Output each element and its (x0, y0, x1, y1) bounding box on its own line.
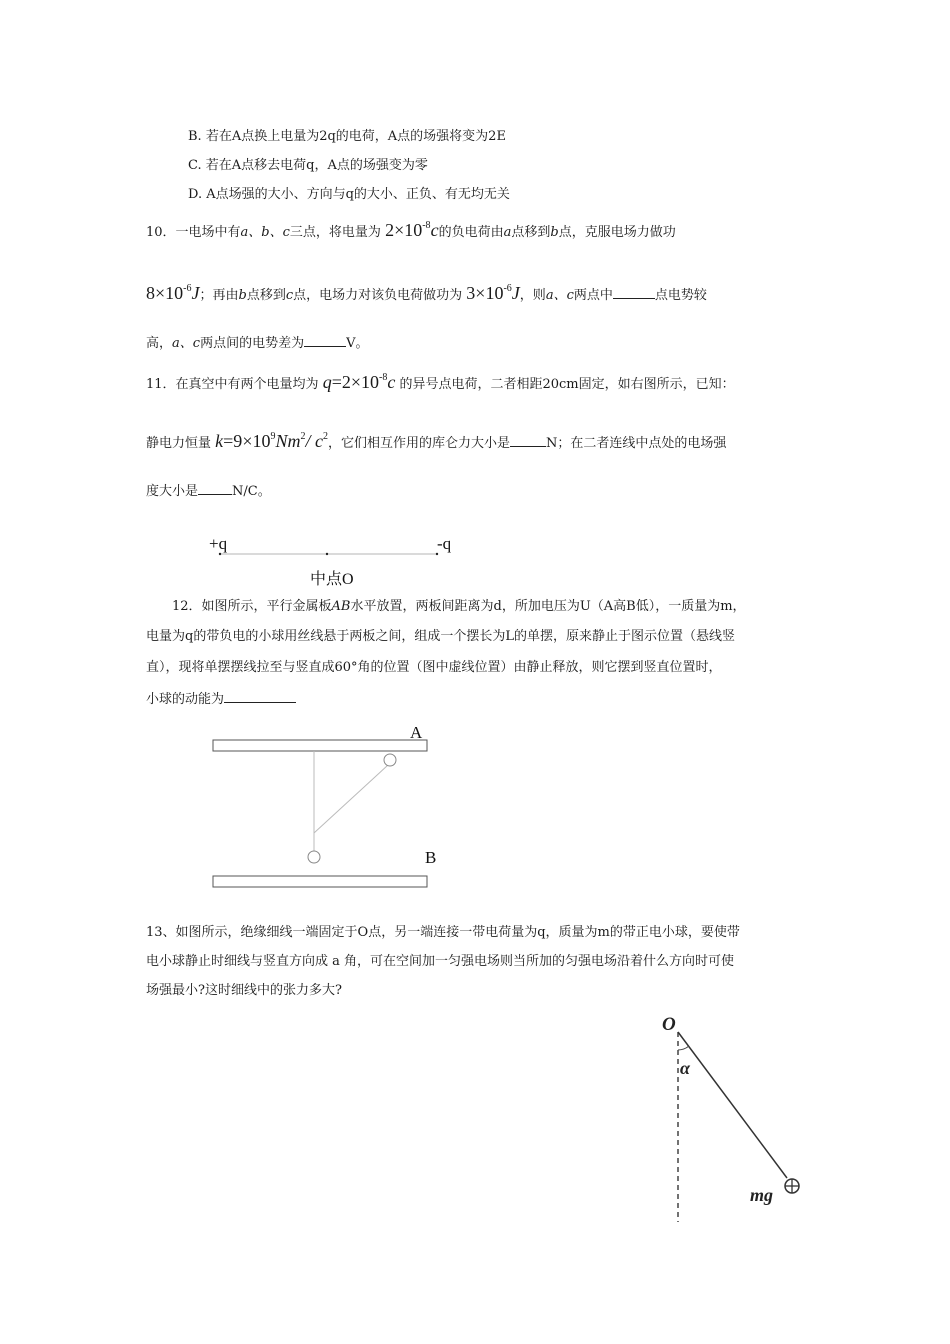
plus-charge-point (219, 553, 221, 555)
displaced-thread (314, 765, 388, 833)
q12-line-3: 直），现将单摆摆线拉至与竖直成60°角的位置（图中虚线位置）由静止释放，则它摆到竖直位置时， (146, 660, 722, 675)
q11-answer-blank-2[interactable] (198, 482, 232, 495)
angle-arc (678, 1046, 689, 1050)
q9-option-d: D. A点场强的大小、方向与q的大小、正负、有无均无关 (188, 187, 510, 202)
q9-option-c: C. 若在A点移去电荷q，A点的场强变为零 (188, 158, 428, 173)
plate-b (213, 876, 427, 887)
mg-label: mg (750, 1185, 774, 1205)
minus-charge-point (436, 553, 438, 555)
point-o-label: O (662, 1014, 676, 1035)
q12-line-1: 12．如图所示，平行金属板AB水平放置，两板间距离为d，所加电压为U（A高B低），一质量为m， (172, 599, 746, 614)
q13-pendulum-figure (650, 1010, 820, 1225)
alpha-label: α (680, 1058, 690, 1078)
q10-line-3: 高，a、c两点间的电势差为 V。 (146, 336, 369, 351)
q11-line-3: 度大小是 N/C。 (146, 484, 271, 499)
plate-b-label: B (425, 848, 437, 867)
q10-work2-expr: $3\times 10^{-6}J$ (466, 283, 520, 303)
q13-line-2: 电小球静止时细线与竖直方向成 a 角，可在空间加一匀强电场则当所加的匀强电场沿着什么方向时可使 (146, 954, 735, 969)
q10-answer-blank-2[interactable] (304, 334, 346, 347)
q12-plates-figure (200, 718, 460, 898)
insulating-thread (678, 1032, 787, 1178)
q11-charges-figure (200, 532, 480, 592)
plate-a-label: A (410, 723, 423, 742)
q12-line-4: 小球的动能为 (146, 690, 296, 709)
ball-displaced (384, 754, 396, 766)
q10-charge-expr: $2\times 10^{-8}c$ (385, 220, 439, 240)
q10-line-2: $8\times 10^{-6}J$；再由b点移到c点，电场力对该负电荷做功为 $3\times 10^{-6}J$，则a、c两点中 点电势较 (146, 283, 707, 303)
q11-k-expr: $k=9\times 10^9Nm^2/$ $c^2$ (215, 431, 328, 451)
q13-line-1: 13、如图所示，绝缘细线一端固定于O点，另一端连接一带电荷量为q，质量为m的带正电小球，要使带 (146, 925, 740, 940)
q11-charge-expr: $q=2\times 10^{-8}c$ (322, 372, 396, 392)
midpoint-label: 中点O (310, 571, 354, 588)
minus-q-label: -q (437, 534, 452, 553)
q10-line-1: 10．一电场中有a、b、c三点，将电量为 $2\times 10^{-8}c$的负电荷由a点移到b点，克服电场力做功 (146, 220, 676, 240)
q11-line-1: 11．在真空中有两个电量均为 $q=2\times 10^{-8}c$ 的异号点电荷，二者相距20cm固定，如右图所示，已知： (146, 372, 735, 392)
q9-option-b: B. 若在A点换上电量为2q的电荷，A点的场强将变为2E (188, 129, 506, 144)
q12-line-2: 电量为q的带负电的小球用丝线悬于两板之间，组成一个摆长为L的单摆，原来静止于图示位置（悬线竖 (146, 629, 735, 644)
midpoint-o (326, 553, 328, 555)
q12-answer-blank[interactable] (224, 690, 296, 703)
ball-vertical (308, 851, 320, 863)
q11-line-2: 静电力恒量 $k=9\times 10^9Nm^2/$ $c^2$，它们相互作用的库仑力大小是 N；在二者连线中点处的电场强 (146, 431, 727, 451)
q10-answer-blank-1[interactable] (613, 286, 655, 299)
q10-work1-expr: $8\times 10^{-6}J$ (146, 283, 200, 303)
q13-line-3: 场强最小?这时细线中的张力多大? (146, 983, 342, 998)
plate-a (213, 740, 427, 751)
q11-answer-blank-1[interactable] (510, 434, 546, 447)
plus-q-label: +q (209, 534, 228, 553)
